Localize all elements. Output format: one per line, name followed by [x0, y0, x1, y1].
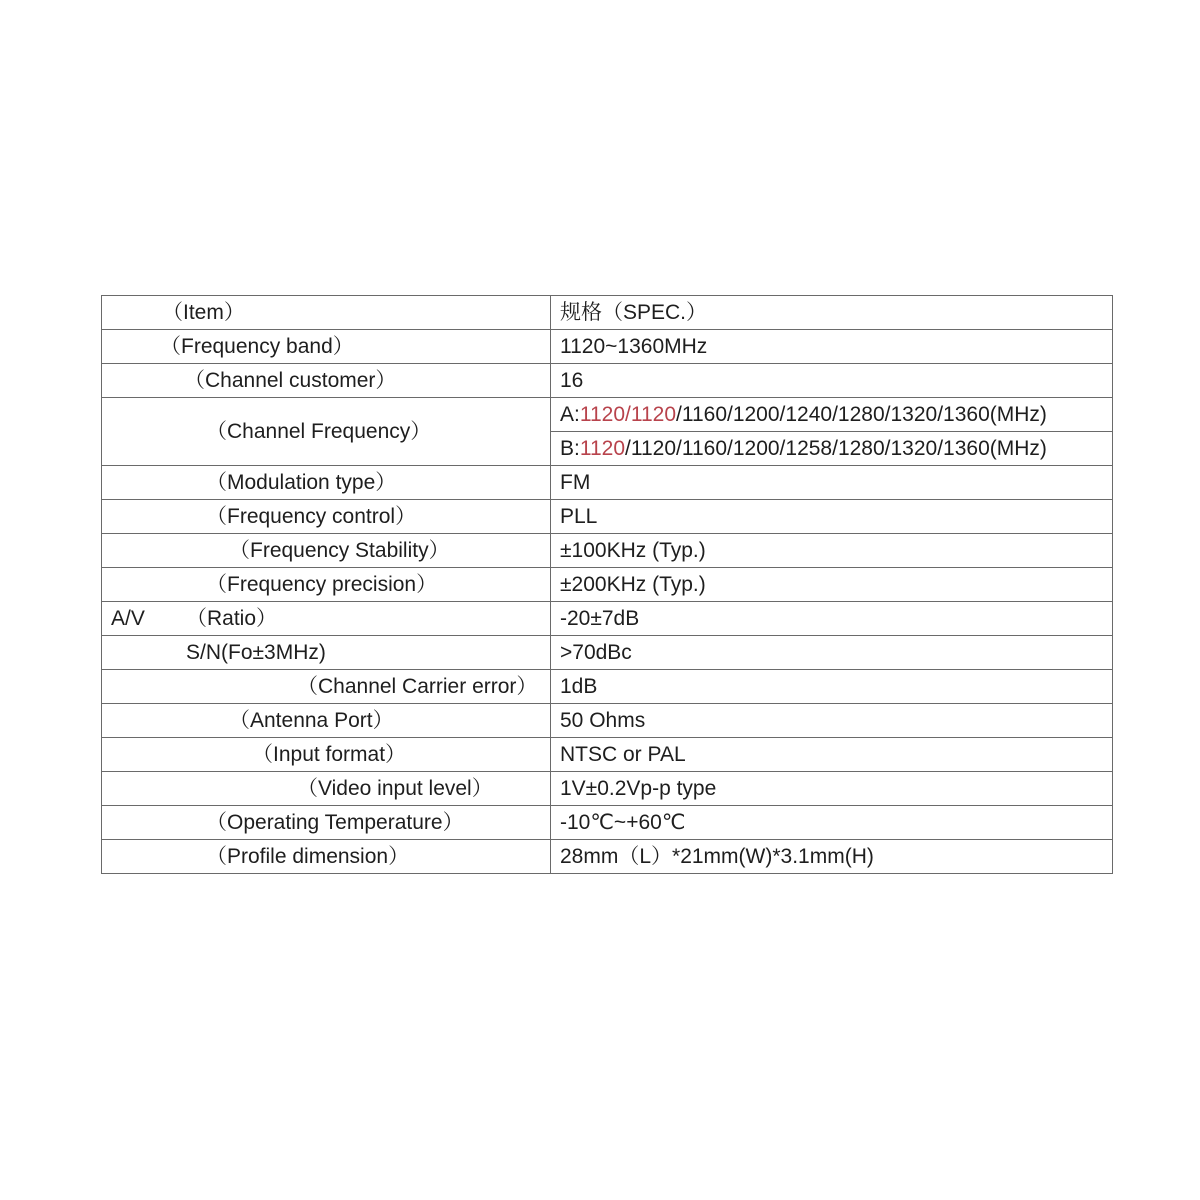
antenna-port-label: （Antenna Port） [229, 709, 394, 732]
input-format-value: NTSC or PAL [560, 743, 686, 766]
channel-a-prefix: A: [560, 403, 580, 426]
channel-frequency-label: （Channel Frequency） [206, 420, 432, 443]
spec-table [101, 295, 1113, 874]
spec-cell [551, 466, 1113, 500]
item-header-cell [102, 296, 551, 330]
input-format-label: （Input format） [252, 743, 407, 766]
item-cell [102, 806, 551, 840]
frequency-band-label: （Frequency band） [160, 335, 354, 358]
table-row [102, 466, 1113, 500]
frequency-band-value: 1120~1360MHz [560, 335, 708, 358]
frequency-control-value: PLL [560, 505, 598, 528]
frequency-precision-value: ±200KHz (Typ.) [560, 573, 706, 596]
item-cell [102, 534, 551, 568]
item-cell [102, 670, 551, 704]
ratio-label: （Ratio） [186, 607, 278, 630]
modulation-type-label: （Modulation type） [206, 471, 397, 494]
channel-b-highlight: 1120 [579, 437, 626, 460]
table-row [102, 330, 1113, 364]
item-header: （Item） [162, 301, 245, 324]
table-row [102, 602, 1113, 636]
table-row [102, 840, 1113, 874]
table-row [102, 364, 1113, 398]
operating-temperature-label: （Operating Temperature） [206, 811, 464, 834]
spec-cell [551, 738, 1113, 772]
sn-value: >70dBc [560, 641, 632, 664]
profile-dimension-label: （Profile dimension） [206, 845, 410, 868]
table-row [102, 772, 1113, 806]
item-cell [102, 364, 551, 398]
video-input-level-label: （Video input level） [297, 777, 493, 800]
item-cell [102, 704, 551, 738]
spec-cell [551, 398, 1113, 432]
table-row [102, 806, 1113, 840]
table-row [102, 704, 1113, 738]
channel-a-rest: /1160/1200/1240/1280/1320/1360(MHz) [676, 403, 1047, 426]
channel-b-rest: /1120/1160/1200/1258/1280/1320/1360(MHz) [625, 437, 1047, 460]
operating-temperature-value: -10℃~+60℃ [560, 811, 686, 834]
table-row [102, 738, 1113, 772]
frequency-stability-value: ±100KHz (Typ.) [560, 539, 706, 562]
channel-a-highlight: 1120/1120 [579, 403, 676, 426]
table-row [102, 636, 1113, 670]
table-row [102, 500, 1113, 534]
table-row [102, 568, 1113, 602]
item-cell [102, 466, 551, 500]
spec-cell [551, 330, 1113, 364]
table-row [102, 398, 1113, 432]
item-cell [102, 602, 551, 636]
spec-cell [551, 500, 1113, 534]
channel-customer-value: 16 [560, 369, 584, 392]
spec-cell [551, 806, 1113, 840]
antenna-port-value: 50 Ohms [560, 709, 646, 732]
frequency-stability-label: （Frequency Stability） [229, 539, 450, 562]
table-row [102, 670, 1113, 704]
carrier-error-label: （Channel Carrier error） [297, 675, 538, 698]
item-cell [102, 568, 551, 602]
item-cell [102, 840, 551, 874]
spec-cell [551, 772, 1113, 806]
spec-cell [551, 636, 1113, 670]
spec-cell [551, 534, 1113, 568]
frequency-control-label: （Frequency control） [206, 505, 417, 528]
channel-customer-label: （Channel customer） [184, 369, 397, 392]
table-row [102, 534, 1113, 568]
item-cell [102, 500, 551, 534]
item-cell [102, 636, 551, 670]
channel-b-prefix: B: [560, 437, 580, 460]
spec-cell [551, 568, 1113, 602]
item-cell [102, 398, 551, 466]
modulation-type-value: FM [560, 471, 591, 494]
spec-cell [551, 670, 1113, 704]
frequency-precision-label: （Frequency precision） [206, 573, 438, 596]
profile-dimension-value: 28mm（L）*21mm(W)*3.1mm(H) [560, 845, 874, 868]
av-prefix: A/V [111, 607, 145, 630]
ratio-value: -20±7dB [560, 607, 640, 630]
spec-cell [551, 432, 1113, 466]
spec-cell [551, 364, 1113, 398]
sn-label: S/N(Fo±3MHz) [186, 641, 326, 664]
spec-cell [551, 602, 1113, 636]
spec-cell [551, 840, 1113, 874]
spec-header: 规格（SPEC.） [560, 301, 708, 324]
spec-header-cell [551, 296, 1113, 330]
carrier-error-value: 1dB [560, 675, 598, 698]
spec-cell [551, 704, 1113, 738]
table-header-row [102, 296, 1113, 330]
item-cell [102, 330, 551, 364]
item-cell [102, 772, 551, 806]
item-cell [102, 738, 551, 772]
video-input-level-value: 1V±0.2Vp-p type [560, 777, 717, 800]
